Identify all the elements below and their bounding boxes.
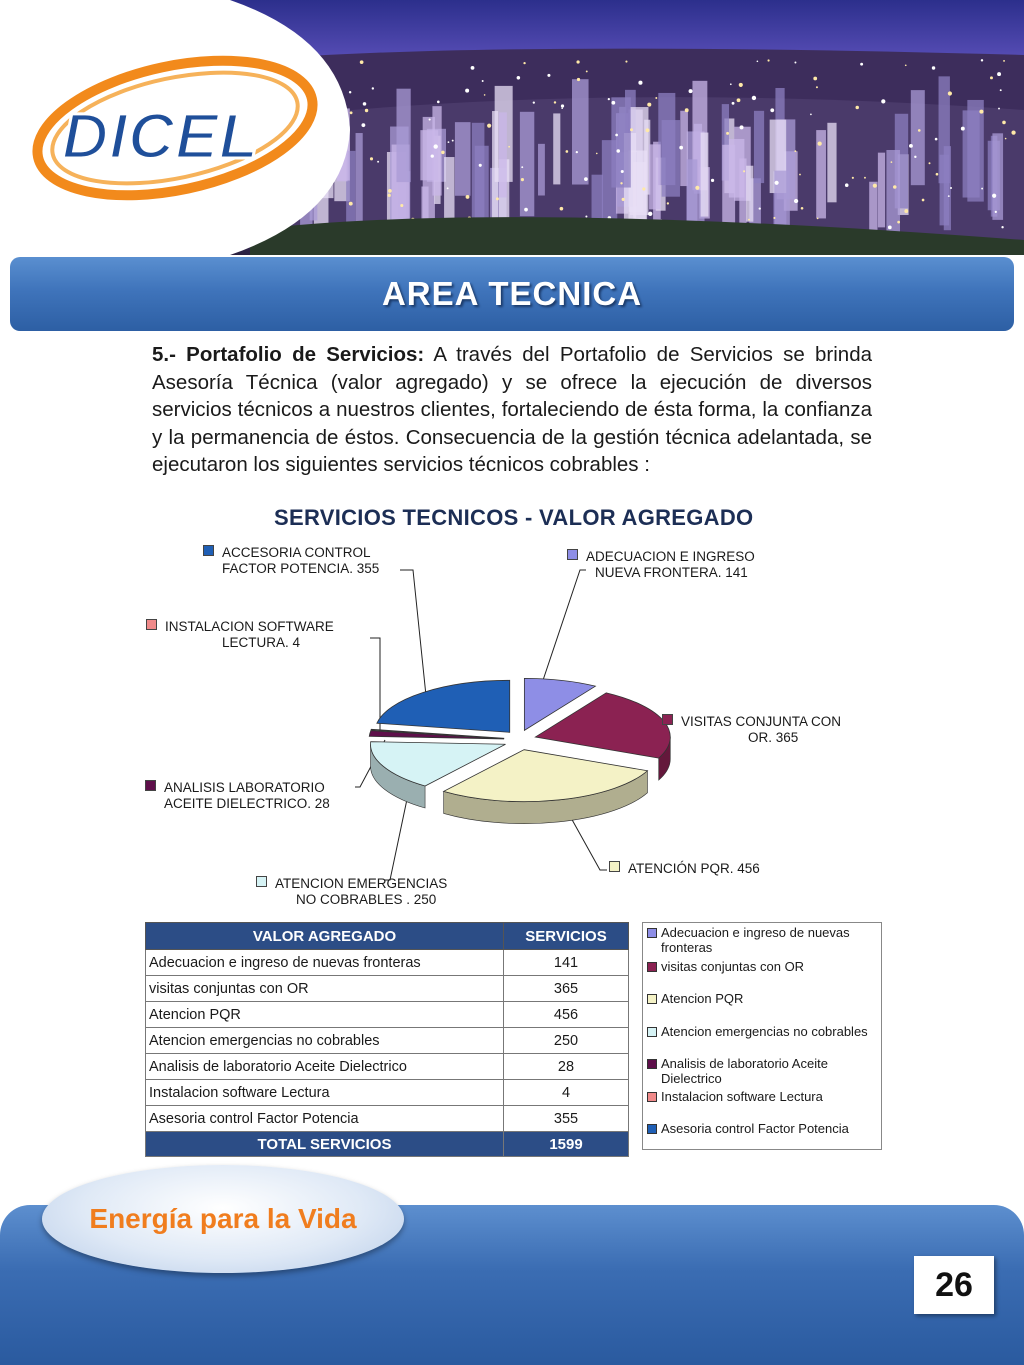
- city-building: [455, 122, 471, 196]
- city-light: [561, 107, 563, 109]
- legend-swatch: [647, 994, 657, 1004]
- row-label: Asesoria control Factor Potencia: [146, 1106, 504, 1132]
- city-light: [948, 195, 950, 197]
- tagline-oval: [42, 1165, 404, 1273]
- chart-title: SERVICIOS TECNICOS - VALOR AGREGADO: [274, 505, 754, 530]
- row-value: 365: [504, 976, 629, 1002]
- city-light: [891, 161, 893, 163]
- city-light: [852, 177, 854, 179]
- city-light: [448, 141, 450, 143]
- city-light: [909, 144, 913, 148]
- chart-label-accesoria: ACCESORIA CONTROL FACTOR POTENCIA. 355: [203, 545, 379, 577]
- city-building: [992, 133, 1003, 220]
- city-building: [553, 113, 560, 184]
- city-light: [584, 177, 588, 181]
- city-light: [726, 132, 729, 135]
- intro-lead: 5.- Portafolio de Servicios:: [152, 343, 425, 366]
- city-light: [625, 61, 627, 63]
- intro-paragraph: [152, 341, 872, 479]
- city-light: [773, 217, 775, 219]
- legend-item: Atencion PQR: [647, 991, 877, 1024]
- city-light: [521, 166, 523, 168]
- city-building: [687, 159, 698, 226]
- legend-swatch: [647, 1124, 657, 1134]
- city-light: [743, 170, 745, 172]
- city-light: [487, 124, 491, 128]
- city-light: [748, 219, 750, 221]
- city-light: [888, 225, 892, 229]
- city-light: [730, 83, 732, 85]
- row-value: 456: [504, 1002, 629, 1028]
- city-light: [845, 183, 849, 187]
- chart-label-software: INSTALACION SOFTWARE LECTURA. 4: [146, 619, 334, 651]
- total-label: TOTAL SERVICIOS: [146, 1132, 504, 1157]
- table-header-servicios: SERVICIOS: [504, 923, 629, 950]
- city-light: [615, 134, 618, 137]
- city-building: [940, 155, 949, 226]
- table-row: [146, 1080, 629, 1106]
- city-light: [655, 97, 657, 99]
- city-light: [860, 63, 863, 66]
- city-building: [878, 153, 885, 228]
- city-light: [981, 188, 983, 190]
- city-light: [816, 86, 818, 88]
- city-light: [914, 156, 916, 158]
- city-light: [794, 150, 796, 152]
- page-number: 26: [935, 1265, 973, 1304]
- city-light: [1005, 138, 1007, 140]
- city-light: [521, 178, 524, 181]
- city-light: [585, 215, 587, 217]
- city-light: [611, 101, 615, 105]
- pie-slice: [369, 731, 504, 739]
- city-light: [794, 199, 798, 203]
- city-light: [794, 62, 796, 64]
- city-light: [517, 76, 521, 80]
- city-light: [685, 108, 689, 112]
- city-light: [679, 146, 683, 150]
- city-building: [649, 144, 661, 209]
- city-light: [961, 127, 965, 131]
- city-light: [689, 89, 693, 93]
- city-light: [479, 164, 482, 167]
- city-building: [911, 90, 925, 185]
- city-building: [396, 89, 410, 182]
- city-light: [554, 101, 556, 103]
- city-light: [998, 108, 1000, 110]
- section-title: AREA TECNICA: [381, 275, 643, 312]
- city-light: [496, 197, 499, 200]
- city-light: [437, 101, 440, 104]
- row-label: Atencion emergencias no cobrables: [146, 1028, 504, 1054]
- city-light: [630, 128, 633, 131]
- city-light: [1000, 89, 1002, 91]
- city-light: [620, 182, 622, 184]
- city-light: [817, 218, 819, 220]
- city-light: [647, 103, 651, 107]
- city-light: [897, 221, 900, 224]
- city-light: [935, 138, 938, 141]
- city-building: [475, 146, 489, 227]
- city-light: [441, 151, 444, 154]
- city-light: [547, 74, 550, 77]
- city-light: [524, 208, 528, 212]
- city-building: [520, 112, 534, 216]
- city-light: [918, 129, 921, 132]
- legend-swatch: [647, 1092, 657, 1102]
- city-light: [447, 187, 449, 189]
- city-light: [377, 161, 379, 163]
- city-light: [757, 60, 759, 62]
- city-light: [936, 173, 939, 176]
- row-value: 28: [504, 1054, 629, 1080]
- city-light: [646, 128, 650, 132]
- city-light: [881, 99, 885, 103]
- city-light: [810, 114, 812, 116]
- swatch-pqr: [609, 861, 620, 872]
- city-light: [484, 94, 486, 96]
- city-light: [465, 89, 469, 93]
- city-building: [774, 171, 789, 230]
- city-building: [499, 112, 507, 197]
- city-light: [431, 154, 434, 157]
- city-light: [992, 194, 996, 198]
- legend-item: Adecuacion e ingreso de nuevas fronteras: [647, 925, 877, 959]
- city-light: [1003, 60, 1005, 62]
- city-light: [979, 110, 983, 114]
- city-light: [667, 202, 669, 204]
- table-row: [146, 1002, 629, 1028]
- row-label: Atencion PQR: [146, 1002, 504, 1028]
- city-light: [1011, 130, 1015, 134]
- chart-legend: [642, 922, 882, 1150]
- city-light: [932, 66, 935, 69]
- legend-swatch: [647, 962, 657, 972]
- chart-label-visitas: VISITAS CONJUNTA CON OR. 365: [662, 714, 841, 746]
- city-light: [775, 181, 779, 185]
- row-value: 355: [504, 1106, 629, 1132]
- city-building: [662, 120, 680, 197]
- table-row: [146, 976, 629, 1002]
- city-light: [904, 209, 908, 213]
- city-building: [886, 150, 900, 237]
- city-light: [864, 177, 866, 179]
- chart-label-emergencias: ATENCION EMERGENCIAS NO COBRABLES . 250: [256, 876, 447, 908]
- city-light: [596, 153, 598, 155]
- legend-item: Instalacion software Lectura: [647, 1089, 877, 1121]
- city-light: [482, 80, 484, 82]
- swatch-visitas: [662, 714, 673, 725]
- city-light: [621, 170, 624, 173]
- table-header-valor: VALOR AGREGADO: [146, 923, 504, 950]
- city-light: [856, 106, 859, 109]
- swatch-analisis: [145, 780, 156, 791]
- row-label: Adecuacion e ingreso de nuevas fronteras: [146, 950, 504, 976]
- city-building: [729, 139, 745, 198]
- city-light: [929, 162, 931, 164]
- city-light: [576, 60, 579, 63]
- row-label: Instalacion software Lectura: [146, 1080, 504, 1106]
- legend-item: Atencion emergencias no cobrables: [647, 1024, 877, 1056]
- row-value: 141: [504, 950, 629, 976]
- row-label: Analisis de laboratorio Aceite Dielectrico: [146, 1054, 504, 1080]
- city-light: [648, 212, 652, 216]
- page-number-box: [914, 1256, 994, 1314]
- city-building: [754, 111, 764, 183]
- table-row: [146, 1054, 629, 1080]
- city-light: [622, 198, 625, 201]
- city-light: [388, 194, 391, 197]
- city-light: [737, 98, 741, 102]
- city-light: [995, 211, 997, 213]
- city-light: [922, 199, 925, 202]
- city-light: [434, 144, 438, 148]
- city-building: [746, 166, 753, 222]
- city-light: [577, 78, 580, 81]
- tagline: Energía para la Vida: [89, 1203, 357, 1234]
- city-light: [561, 104, 564, 107]
- row-label: visitas conjuntas con OR: [146, 976, 504, 1002]
- swatch-adecuacion: [567, 549, 578, 560]
- city-light: [767, 59, 769, 61]
- city-light: [533, 101, 535, 103]
- city-building: [611, 97, 630, 187]
- swatch-accesoria: [203, 545, 214, 556]
- city-light: [905, 64, 907, 66]
- city-light: [429, 118, 431, 120]
- services-table: [145, 922, 629, 1157]
- city-light: [466, 195, 470, 199]
- legend-swatch: [647, 1027, 657, 1037]
- intro-body: A través del Portafolio de Servicios se brinda Asesoría Técnica (valor agregado) y se ofrece la ejecución de diversos servicios técnicos a nuestros clientes, fortaleciendo de ésta forma, la confianza y la permanencia de éstos. Consecuencia de la gestión técnica adelantada, se ejecutaron los siguientes servicios técnicos cobrables :: [152, 343, 873, 476]
- total-value: 1599: [504, 1132, 629, 1157]
- row-value: 4: [504, 1080, 629, 1106]
- city-light: [799, 174, 801, 176]
- chart-label-analisis: ANALISIS LABORATORIO ACEITE DIELECTRICO. 28: [145, 780, 330, 812]
- logo-text: DICEL: [62, 100, 259, 172]
- city-light: [990, 76, 993, 79]
- city-light: [566, 150, 569, 153]
- city-light: [608, 98, 610, 100]
- city-light: [1002, 121, 1006, 125]
- city-light: [711, 179, 714, 182]
- dicel-logo: [0, 0, 370, 255]
- city-light: [1001, 226, 1003, 228]
- city-light: [740, 125, 744, 129]
- city-light: [560, 207, 564, 211]
- city-light: [576, 151, 578, 153]
- city-light: [617, 149, 620, 152]
- city-building: [827, 123, 836, 203]
- city-light: [642, 187, 645, 190]
- city-light: [370, 157, 373, 160]
- city-light: [739, 83, 743, 87]
- row-value: 250: [504, 1028, 629, 1054]
- legend-item: Asesoria control Factor Potencia: [647, 1121, 877, 1145]
- city-light: [893, 185, 897, 189]
- city-light: [372, 87, 374, 89]
- legend-item: visitas conjuntas con OR: [647, 959, 877, 991]
- city-light: [950, 187, 952, 189]
- city-building: [420, 130, 438, 180]
- table-row: [146, 1028, 629, 1054]
- city-light: [759, 207, 761, 209]
- city-light: [695, 186, 699, 190]
- swatch-emergencias: [256, 876, 267, 887]
- city-light: [981, 59, 983, 61]
- legend-swatch: [647, 1059, 657, 1069]
- city-light: [813, 77, 817, 81]
- city-light: [801, 207, 804, 210]
- pie-slice: [377, 680, 510, 732]
- city-building: [492, 111, 498, 218]
- legend-swatch: [647, 928, 657, 938]
- city-building: [572, 79, 589, 184]
- table-total-row: [146, 1132, 629, 1157]
- city-light: [818, 141, 822, 145]
- table-row: [146, 1106, 629, 1132]
- legend-item: Analisis de laboratorio Aceite Dielectrico: [647, 1056, 877, 1089]
- city-light: [873, 184, 877, 188]
- city-light: [523, 62, 525, 64]
- city-light: [752, 96, 756, 100]
- city-light: [400, 204, 403, 207]
- city-light: [997, 72, 1001, 76]
- city-light: [388, 189, 392, 193]
- city-light: [586, 70, 588, 72]
- city-light: [471, 66, 475, 70]
- table-row: [146, 950, 629, 976]
- city-light: [638, 81, 642, 85]
- city-building: [701, 133, 709, 217]
- city-building: [963, 110, 980, 197]
- swatch-software: [146, 619, 157, 630]
- city-light: [508, 146, 510, 148]
- chart-label-adecuacion: ADECUACION E INGRESO NUEVA FRONTERA. 141: [567, 549, 755, 581]
- city-light: [452, 140, 454, 142]
- city-light: [948, 91, 952, 95]
- section-title-bar: [10, 257, 1014, 331]
- city-building: [633, 162, 646, 221]
- city-light: [770, 108, 774, 112]
- city-building: [538, 144, 545, 196]
- city-light: [732, 102, 735, 105]
- chart-label-pqr: ATENCIÓN PQR. 456: [609, 861, 760, 877]
